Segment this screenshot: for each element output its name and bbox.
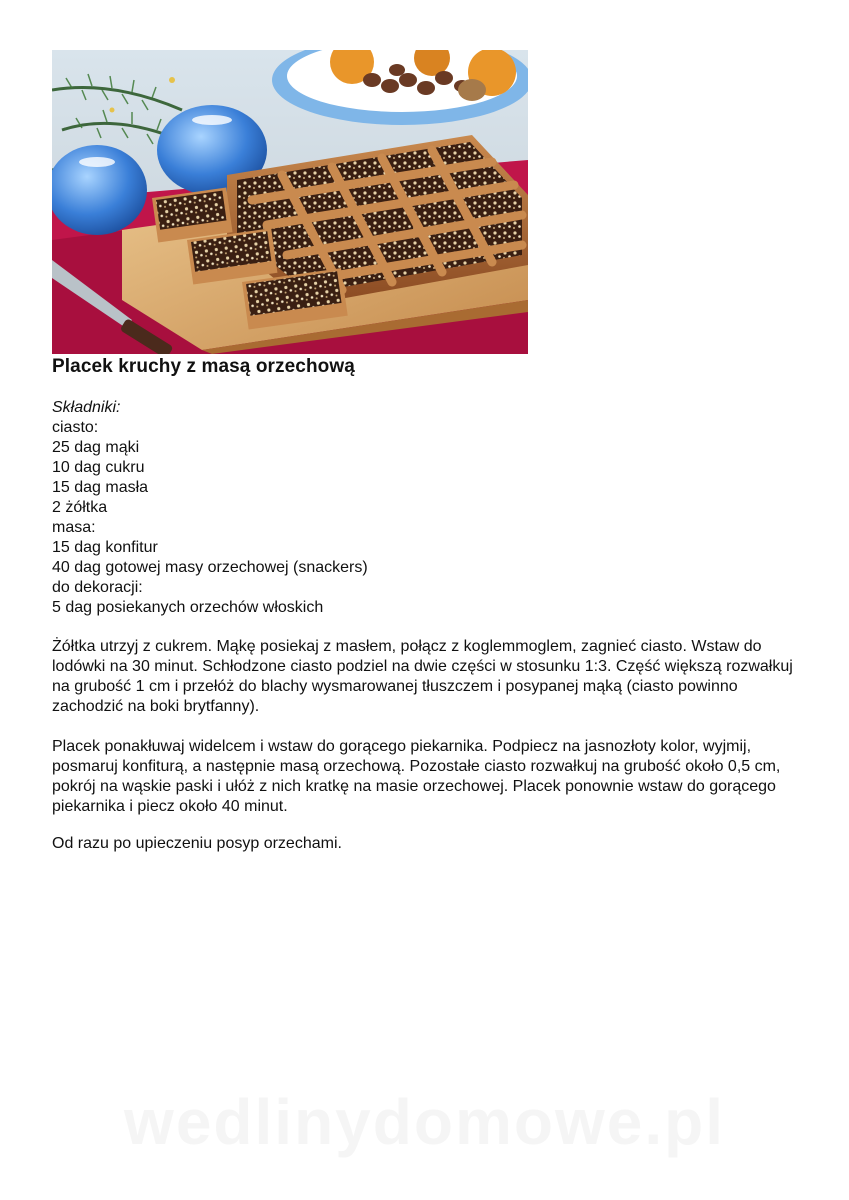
cake-photo [52,50,528,354]
instructions-paragraph-1: Żółtka utrzyj z cukrem. Mąkę posiekaj z masłem, połącz z koglemmoglem, zagnieć ciasto. Wstaw do lodówki na 30 minut. Schłodzone ciasto podziel na dwie części w stosunku 1:3. Część większą rozwałkuj na grubość 1 cm i przełóż do blachy wysmarowanej tłuszczem i posypanej mąką (ciasto powinno zachodzić na boki brytfanny). [52,638,793,715]
ingredient-item: do dekoracji: [52,579,143,596]
ingredient-item: 25 dag mąki [52,439,140,456]
ingredients-list [52,398,792,618]
ingredient-item: 10 dag cukru [52,459,145,476]
recipe-title: Placek kruchy z masą orzechową [52,356,355,377]
ingredient-item: masa: [52,519,96,536]
instructions-paragraph-3: Od razu po upieczeniu posyp orzechami. [52,835,342,852]
ingredient-item: 15 dag konfitur [52,539,158,556]
ingredient-item: 5 dag posiekanych orzechów włoskich [52,599,324,616]
ingredients-heading: Składniki: [52,399,121,416]
ingredient-item: ciasto: [52,419,99,436]
ingredient-item: 2 żółtka [52,499,108,516]
ingredient-item: 15 dag masła [52,479,149,496]
site-watermark: wedlinydomowe.pl [124,1086,725,1158]
instructions-paragraph-2: Placek ponakłuwaj widelcem i wstaw do gorącego piekarnika. Podpiecz na jasnozłoty kolor, wyjmij, posmaruj konfiturą, a następnie masą orzechową. Pozostałe ciasto rozwałkuj na grubość około 0,5 cm, pokrój na wąskie paski i ułóż z nich kratkę na masie orzechowej. Placek ponownie wstaw do gorącego piekarnika i piecz około 40 minut. [52,738,781,815]
ingredient-item: 40 dag gotowej masy orzechowej (snackers) [52,559,368,576]
